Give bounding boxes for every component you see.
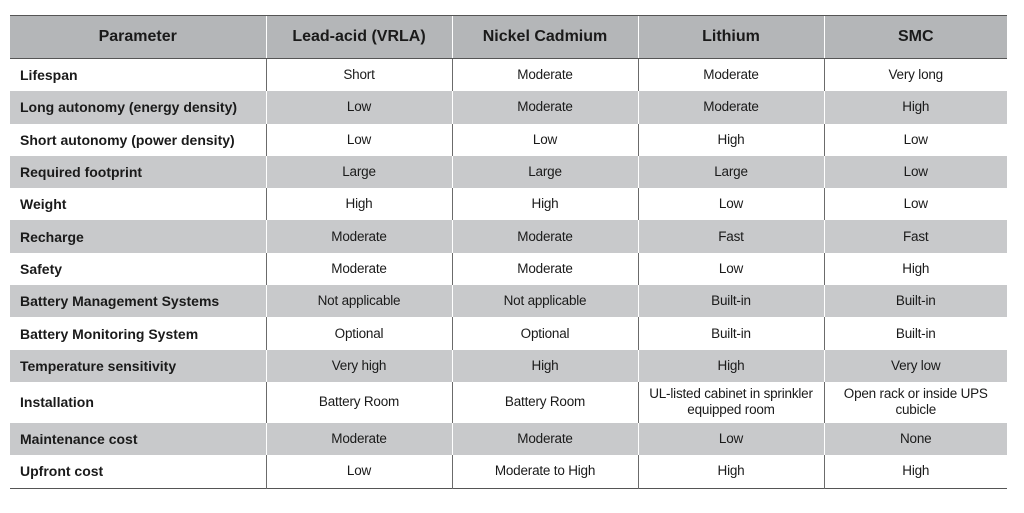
header-lead-acid: Lead-acid (VRLA) <box>266 16 452 59</box>
table-cell: Very low <box>824 350 1007 382</box>
table-cell: Low <box>824 188 1007 220</box>
table-row <box>10 382 1007 423</box>
table-cell: Battery Room <box>452 382 638 423</box>
table-row <box>10 156 1007 188</box>
header-parameter: Parameter <box>10 16 266 59</box>
table-cell: Moderate <box>638 91 824 123</box>
table-cell: Moderate <box>638 59 824 92</box>
table-cell: Moderate <box>452 423 638 455</box>
table-body <box>10 59 1007 489</box>
table-row <box>10 59 1007 92</box>
table-cell: Low <box>266 455 452 488</box>
table-cell: Very long <box>824 59 1007 92</box>
table-cell: Low <box>824 156 1007 188</box>
table-cell: Short <box>266 59 452 92</box>
header-lithium: Lithium <box>638 16 824 59</box>
table-row <box>10 317 1007 349</box>
table-cell: Optional <box>452 317 638 349</box>
table-cell: Low <box>452 124 638 156</box>
row-label: Required footprint <box>10 156 266 188</box>
table-cell: Battery Room <box>266 382 452 423</box>
row-label: Lifespan <box>10 59 266 92</box>
table-row <box>10 350 1007 382</box>
table-cell: Fast <box>638 220 824 252</box>
table-cell: Fast <box>824 220 1007 252</box>
table-cell: Built-in <box>824 285 1007 317</box>
header-row <box>10 16 1007 59</box>
table-cell: Low <box>638 253 824 285</box>
row-label: Battery Management Systems <box>10 285 266 317</box>
table-cell: High <box>452 188 638 220</box>
table-cell: Built-in <box>638 285 824 317</box>
table-row <box>10 253 1007 285</box>
table-row <box>10 455 1007 488</box>
table-cell: Not applicable <box>266 285 452 317</box>
table-cell: Low <box>638 188 824 220</box>
header-nickel-cadmium: Nickel Cadmium <box>452 16 638 59</box>
header-smc: SMC <box>824 16 1007 59</box>
table-cell: None <box>824 423 1007 455</box>
table-cell: Moderate <box>266 220 452 252</box>
table-cell: Open rack or inside UPS cubicle <box>824 382 1007 423</box>
table-cell: High <box>824 253 1007 285</box>
row-label: Weight <box>10 188 266 220</box>
table-header <box>10 16 1007 59</box>
row-label: Upfront cost <box>10 455 266 488</box>
table-cell: Large <box>452 156 638 188</box>
row-label: Safety <box>10 253 266 285</box>
table-cell: Large <box>638 156 824 188</box>
table-row <box>10 91 1007 123</box>
battery-comparison-table <box>10 15 1007 489</box>
table-cell: Low <box>266 124 452 156</box>
table-cell: High <box>824 455 1007 488</box>
table-row <box>10 423 1007 455</box>
row-label: Battery Monitoring System <box>10 317 266 349</box>
table-cell: Not applicable <box>452 285 638 317</box>
table-row <box>10 285 1007 317</box>
table-cell: Low <box>638 423 824 455</box>
table-cell: Built-in <box>638 317 824 349</box>
table-cell: Moderate <box>452 59 638 92</box>
row-label: Temperature sensitivity <box>10 350 266 382</box>
table-cell: Optional <box>266 317 452 349</box>
row-label: Short autonomy (power density) <box>10 124 266 156</box>
table-cell: Very high <box>266 350 452 382</box>
table-cell: Low <box>824 124 1007 156</box>
table-cell: High <box>638 455 824 488</box>
comparison-table-container <box>10 15 1007 489</box>
table-cell: High <box>638 350 824 382</box>
table-cell: Moderate to High <box>452 455 638 488</box>
table-cell: Moderate <box>452 253 638 285</box>
table-cell: High <box>824 91 1007 123</box>
table-cell: Moderate <box>266 423 452 455</box>
table-cell: Low <box>266 91 452 123</box>
table-cell: Built-in <box>824 317 1007 349</box>
table-cell: Moderate <box>452 91 638 123</box>
table-row <box>10 188 1007 220</box>
row-label: Long autonomy (energy density) <box>10 91 266 123</box>
table-row <box>10 220 1007 252</box>
table-cell: UL-listed cabinet in sprinkler equipped room <box>638 382 824 423</box>
table-cell: Large <box>266 156 452 188</box>
table-cell: High <box>638 124 824 156</box>
row-label: Installation <box>10 382 266 423</box>
table-row <box>10 124 1007 156</box>
row-label: Maintenance cost <box>10 423 266 455</box>
row-label: Recharge <box>10 220 266 252</box>
table-cell: High <box>266 188 452 220</box>
table-cell: Moderate <box>266 253 452 285</box>
table-cell: High <box>452 350 638 382</box>
table-cell: Moderate <box>452 220 638 252</box>
